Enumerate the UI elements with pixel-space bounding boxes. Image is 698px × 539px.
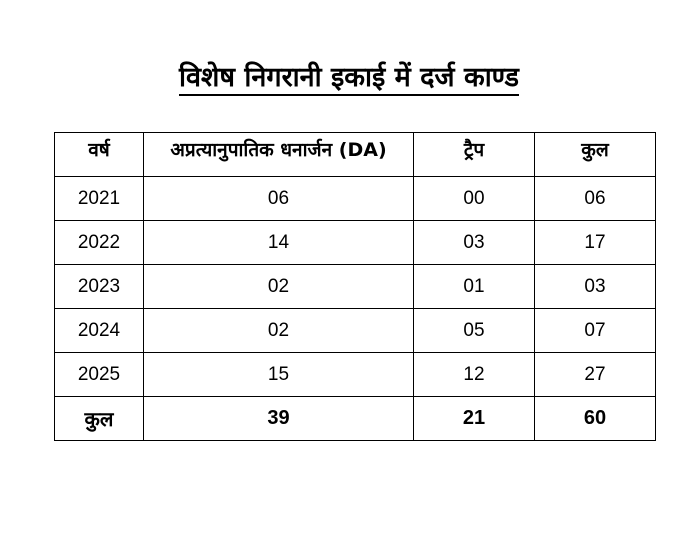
header-year: वर्ष [55,133,144,177]
cell-total: 17 [535,221,656,265]
table-row [55,265,656,309]
table-row [55,177,656,221]
cell-year: 2022 [55,221,144,265]
total-da: 39 [144,397,414,441]
page-title-text: विशेष निगरानी इकाई में दर्ज काण्ड [179,62,519,96]
header-trap: ट्रैप [414,133,535,177]
cell-trap: 03 [414,221,535,265]
page-title [0,58,698,98]
cell-da: 02 [144,265,414,309]
cell-total: 03 [535,265,656,309]
total-row [55,397,656,441]
header-row [55,133,656,177]
cell-da: 06 [144,177,414,221]
cell-da: 15 [144,353,414,397]
cell-year: 2021 [55,177,144,221]
cases-table [54,132,656,441]
table-row [55,221,656,265]
cell-total: 07 [535,309,656,353]
header-da: अप्रत्यानुपातिक धनार्जन (DA) [144,133,414,177]
cell-total: 27 [535,353,656,397]
cell-year: 2023 [55,265,144,309]
cell-year: 2024 [55,309,144,353]
table-row [55,353,656,397]
cell-year: 2025 [55,353,144,397]
header-total: कुल [535,133,656,177]
total-trap: 21 [414,397,535,441]
cell-trap: 00 [414,177,535,221]
cell-trap: 12 [414,353,535,397]
cell-trap: 05 [414,309,535,353]
cell-total: 06 [535,177,656,221]
cell-da: 14 [144,221,414,265]
cell-trap: 01 [414,265,535,309]
total-grand: 60 [535,397,656,441]
cell-da: 02 [144,309,414,353]
total-label: कुल [55,397,144,441]
table-row [55,309,656,353]
